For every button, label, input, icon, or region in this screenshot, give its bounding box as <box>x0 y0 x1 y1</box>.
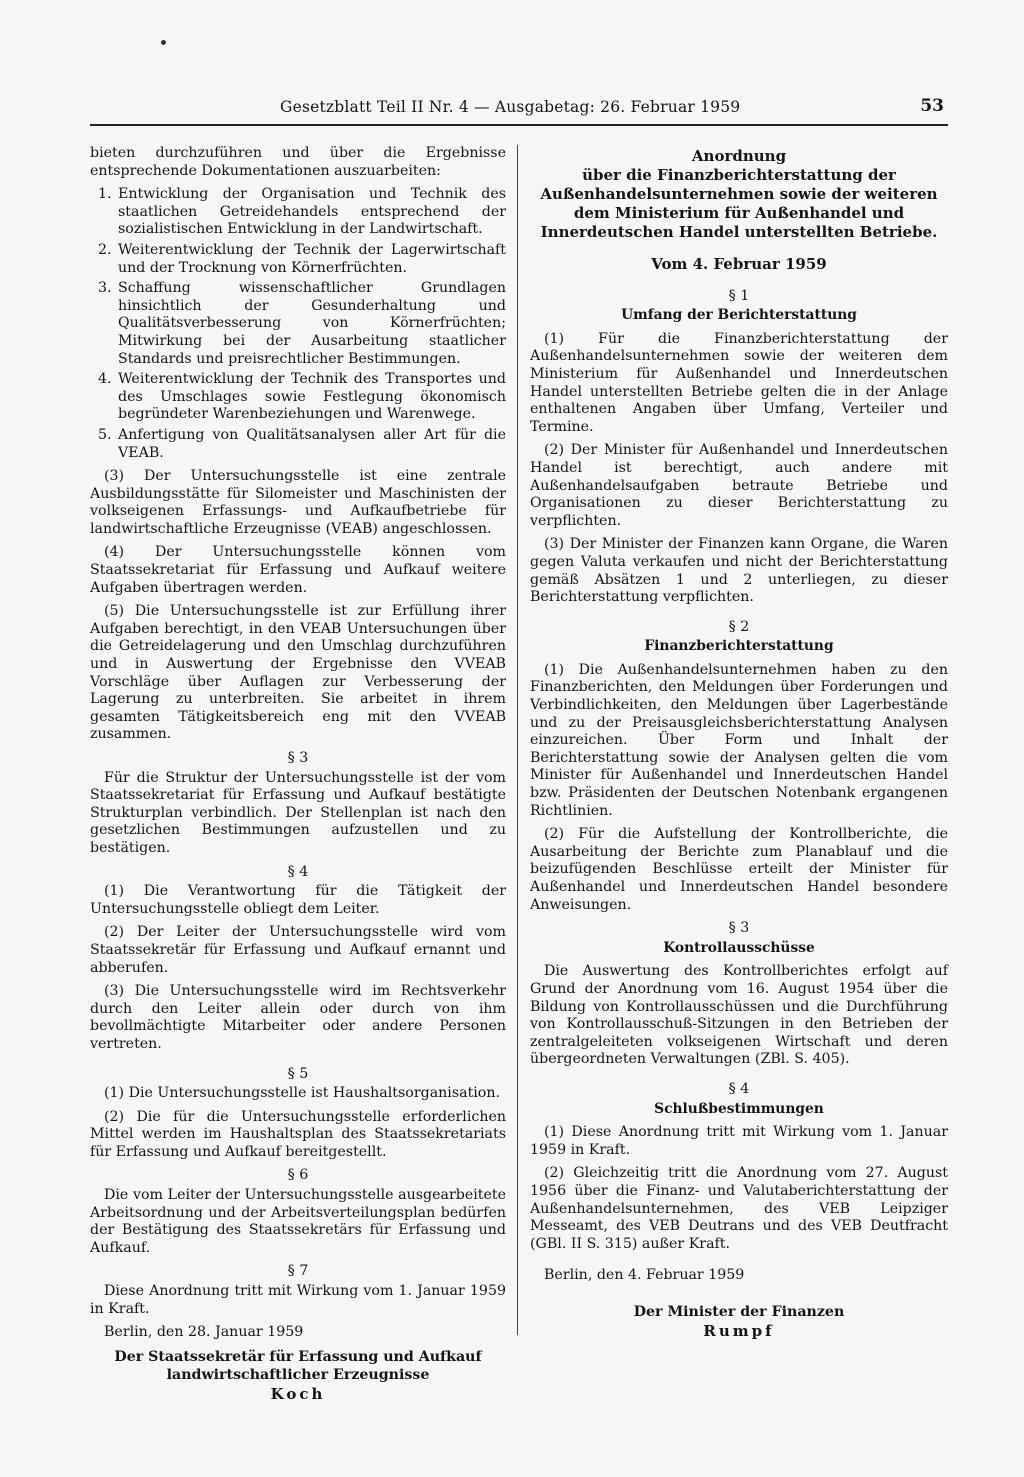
section-heading: Finanzberichterstattung <box>644 638 834 655</box>
section-label: § 6 <box>287 1167 309 1184</box>
section-label: § 3 <box>287 750 309 766</box>
paragraph: (1) Diese Anordnung tritt mit Wirkung vom 1. Januar 1959 in Kraft. <box>530 1124 948 1158</box>
print-speck <box>161 40 166 45</box>
paragraph: (3) Die Untersuchungsstelle wird im Rechtsverkehr durch den Leiter allein oder durch von ihm bevollmächtigte Mitarbeiter oder andere Personen vertreten. <box>90 983 506 1052</box>
place-date: Berlin, den 4. Februar 1959 <box>544 1267 745 1284</box>
intro-paragraph: bieten durchzuführen und über die Ergebnisse entsprechende Dokumentationen auszuarbeiten: <box>90 145 506 179</box>
order-title: über die Finanzberichterstattung der Außenhandelsunternehmen sowie der weiteren dem Ministerium für Außenhandel und Innerdeutschen Handel unterstellten Betriebe. <box>540 166 938 241</box>
paragraph: (3) Der Untersuchungsstelle ist eine zentrale Ausbildungsstätte für Silomeister und Maschinisten der volkseigenen Erfassungs- und Aufkaufbetriebe für landwirtschaftliche Erzeugnisse (VEAB) angeschlossen. <box>90 468 506 537</box>
section-label: § 4 <box>728 1080 750 1097</box>
paragraph: (2) Der Leiter der Untersuchungsstelle wird vom Staatssekretär für Erfassung und Aufkauf ernannt und abberufen. <box>90 924 506 976</box>
paragraph: (2) Der Minister für Außenhandel und Innerdeutschen Handel ist berechtigt, auch andere mit Außenhandelsaufgaben betraute Betriebe und Organisationen zu dieser Berichterstattung zu verpflichten. <box>530 442 948 529</box>
section-label: § 3 <box>728 920 750 937</box>
paragraph: (4) Der Untersuchungsstelle können vom Staatssekretariat für Erfassung und Aufkauf weitere Aufgaben übertragen werden. <box>90 544 506 596</box>
place-date: Berlin, den 28. Januar 1959 <box>104 1324 304 1341</box>
paragraph: Diese Anordnung tritt mit Wirkung vom 1. Januar 1959 in Kraft. <box>90 1283 506 1317</box>
paragraph: (2) Die für die Untersuchungsstelle erforderlichen Mittel werden im Haushaltsplan des Staatssekretariats für Erfassung und Aufkauf bereitgestellt. <box>90 1108 506 1160</box>
right-column <box>530 145 948 1340</box>
paragraph: (2) Für die Aufstellung der Kontrollberichte, die Ausarbeitung der Berichte zum Planablauf und die beizufügenden Beschlüsse erteilt der Minister für Außenhandel und Innerdeutschen Handel besondere Anweisungen. <box>530 826 948 913</box>
order-heading <box>530 147 948 242</box>
section-label: § 1 <box>728 287 750 304</box>
list-item: 2. Weiterentwicklung der Technik der Lagerwirtschaft und der Trocknung von Körnerfrüchten. <box>98 241 506 276</box>
order-date: Vom 4. Februar 1959 <box>651 255 827 273</box>
paragraph: (2) Gleichzeitig tritt die Anordnung vom 27. August 1956 über die Finanz- und Valutaberichterstattung der Außenhandelsunternehmen, des VEB Leipziger Messeamt, des VEB Deutrans und des VEB Deutfracht (GBl. II S. 315) außer Kraft. <box>530 1165 948 1252</box>
list-item: 5. Anfertigung von Qualitätsanalysen aller Art für die VEAB. <box>98 426 506 461</box>
paragraph: (5) Die Untersuchungsstelle ist zur Erfüllung ihrer Aufgaben berechtigt, in den VEAB Untersuchungen über die Getreidelagerung und den Umschlag durchzuführen und in Auswertung der Ergebnisse den VVEAB Vorschläge über Auflagen zur Verbesserung der Lagerung zu unterbreiten. Sie arbeitet in ihrem gesamten Tätigkeitsbereich eng mit den VVEAB zusammen. <box>90 603 506 743</box>
signer-title: Der Minister der Finanzen <box>633 1303 845 1320</box>
section-label: § 2 <box>728 618 750 635</box>
list-item: 3. Schaffung wissenschaftlicher Grundlagen hinsichtlich der Gesunderhaltung und Qualitätsverbesserung von Körnerfrüchten; Mitwirkung bei der Ausarbeitung staatlicher Standards und preisrechtlicher Bestimmungen. <box>98 280 506 367</box>
paragraph: (1) Die Außenhandelsunternehmen haben zu den Finanzberichten, den Meldungen über Forderungen und Verbindlichkeiten, den Meldungen über Lagerbestände und zu der Preisausgleichsberichterstattung Analysen einzureichen. Über Form und Inhalt der Berichterstattung sowie der Analysen gelten die vom Minister für Außenhandel und Innerdeutschen Handel bzw. Präsidenten der Deutschen Notenbank ergangenen Richtlinien. <box>530 661 948 819</box>
section-heading: Kontrollausschüsse <box>663 939 815 956</box>
task-list <box>90 186 506 462</box>
paragraph: (1) Für die Finanzberichterstattung der Außenhandelsunternehmen sowie der weiteren dem Ministerium für Außenhandel und Innerdeutschen Handel unterstellten Betriebe gelten die in der Anlage enthaltenen Angaben über Umfang, Verteiler und Termine. <box>530 330 948 435</box>
order-type: Anordnung <box>691 147 787 165</box>
section-label: § 4 <box>287 863 309 880</box>
paragraph: Die Auswertung des Kontrollberichtes erfolgt auf Grund der Anordnung vom 16. August 1954 über die Bildung von Kontrollausschüssen und die Durchführung von Kontrollausschuß-Sitzungen in den Betrieben der zentralgeleiteten volkseigenen Wirtschaft und deren übergeordneten Verwaltungen (ZBl. S. 405). <box>530 963 948 1068</box>
section-label: § 5 <box>287 1065 309 1082</box>
signer-name: Koch <box>270 1384 326 1403</box>
paragraph: Die vom Leiter der Untersuchungsstelle ausgearbeitete Arbeitsordnung und der Arbeitsverteilungsplan bedürfen der Bestätigung des Staatssekretärs für Erfassung und Aufkauf. <box>90 1187 506 1256</box>
section-heading: Umfang der Berichterstattung <box>621 307 857 324</box>
column-divider <box>517 145 518 1335</box>
section-heading: Schlußbestimmungen <box>654 1100 824 1117</box>
signer-title: Der Staatssekretär für Erfassung und Aufkauf landwirtschaftlicher Erzeugnisse <box>114 1348 482 1383</box>
paragraph: (1) Die Untersuchungsstelle ist Haushaltsorganisation. <box>104 1085 500 1102</box>
header-title: Gesetzblatt Teil II Nr. 4 — Ausgabetag: 26. Februar 1959 <box>280 98 741 116</box>
page-number: 53 <box>920 96 944 116</box>
list-item: 4. Weiterentwicklung der Technik des Transportes und des Umschlages sowie Festlegung ökonomisch begründeter Warenbeziehungen und Warenwege. <box>98 371 506 423</box>
paragraph: (3) Der Minister der Finanzen kann Organe, die Waren gegen Valuta verkaufen und nicht der Berichterstattung gemäß Absätzen 1 und 2 unterliegen, zu dieser Berichterstattung verpflichten. <box>530 536 948 606</box>
left-column <box>90 145 506 1403</box>
paragraph: (1) Die Verantwortung für die Tätigkeit der Untersuchungsstelle obliegt dem Leiter. <box>90 883 506 917</box>
section-label: § 7 <box>287 1263 309 1280</box>
paragraph: Für die Struktur der Untersuchungsstelle ist der vom Staatssekretariat für Erfassung und Aufkauf bestätigte Strukturplan verbindlich. Der Stellenplan ist nach den gesetzlichen Bestimmungen aufzustellen und zu bestätigen. <box>90 769 506 856</box>
signer-name: Rumpf <box>703 1321 775 1340</box>
list-item: 1. Entwicklung der Organisation und Technik des staatlichen Getreidehandels entsprechend der sozialistischen Entwicklung in der Landwirtschaft. <box>98 186 506 238</box>
page-header <box>90 96 948 126</box>
